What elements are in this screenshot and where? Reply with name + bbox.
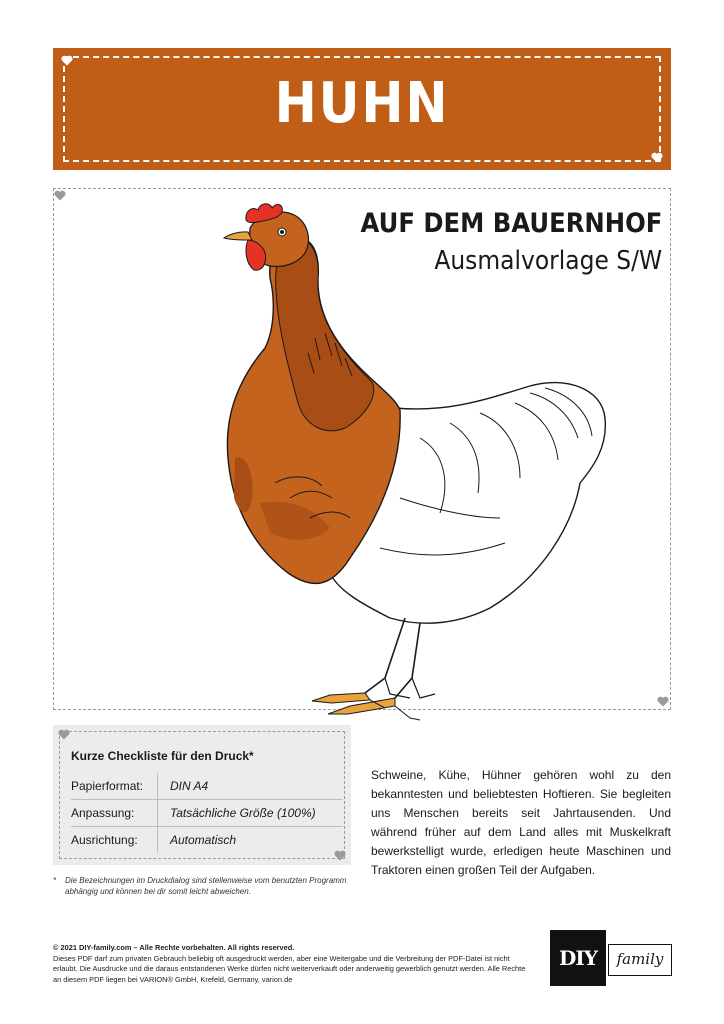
logo-word: family bbox=[608, 944, 672, 976]
intro-paragraph: Schweine, Kühe, Hühner gehören wohl zu den bekanntesten und beliebtesten Hoftieren. Sie begleiten uns Menschen bereits seit Jahrtausenden. Und während früher auf dem Land alles mit Muskelkraft bewerkstelligt wurde, erledigen heute Maschinen und Traktoren einen großen Teil der Aufgaben. bbox=[371, 768, 671, 877]
footnote-text: Die Bezeichnungen im Druckdialog sind stellenweise vom benutzten Programm abhängig und können bei dir somit leicht abweichen. bbox=[65, 876, 347, 896]
checklist-table bbox=[71, 773, 343, 853]
heart-icon bbox=[61, 55, 73, 66]
footnote bbox=[53, 875, 373, 897]
title-banner bbox=[53, 48, 671, 170]
heart-icon bbox=[58, 729, 70, 740]
heart-icon bbox=[657, 696, 669, 707]
heart-icon bbox=[54, 190, 66, 201]
copyright-notice bbox=[53, 943, 533, 985]
checklist-value: Automatisch bbox=[158, 827, 344, 854]
footnote-marker: * bbox=[53, 876, 57, 885]
print-checklist bbox=[53, 725, 351, 865]
checklist-label: Papierformat: bbox=[71, 773, 158, 800]
page-title: HUHN bbox=[274, 71, 450, 136]
heading-coloring: Ausmalvorlage S/W bbox=[434, 246, 662, 276]
heading-farm: AUF DEM BAUERNHOF bbox=[360, 208, 662, 239]
checklist-label: Ausrichtung: bbox=[71, 833, 138, 847]
checklist-title: Kurze Checkliste für den Druck* bbox=[71, 749, 254, 763]
heart-icon bbox=[651, 152, 663, 163]
copyright-line: © 2021 DIY-family.com – Alle Rechte vorbehalten. All rights reserved. bbox=[53, 943, 295, 952]
table-row bbox=[71, 773, 343, 800]
hen-illustration bbox=[220, 198, 610, 726]
diy-family-logo bbox=[550, 930, 671, 986]
table-row bbox=[71, 827, 343, 854]
checklist-label: Anpassung: bbox=[71, 800, 158, 827]
checklist-value: DIN A4 bbox=[158, 773, 344, 800]
table-row bbox=[71, 800, 343, 827]
copyright-text: Dieses PDF darf zum privaten Gebrauch beliebig oft ausgedruckt werden, aber eine Weitergabe und die Verbreitung der PDF-Datei ist nicht erlaubt. Die Ausdrucke und die daraus entstandenen Werke dürfen nicht weiterverkauft oder anderweitig gewerblich genutzt werden. Alle Rechte an diesem PDF liegen bei VARION® GmbH, Krefeld, Germany, varion.de bbox=[53, 953, 526, 984]
checklist-value: Tatsächliche Größe (100%) bbox=[158, 800, 344, 827]
logo-box: DIY bbox=[550, 930, 606, 986]
